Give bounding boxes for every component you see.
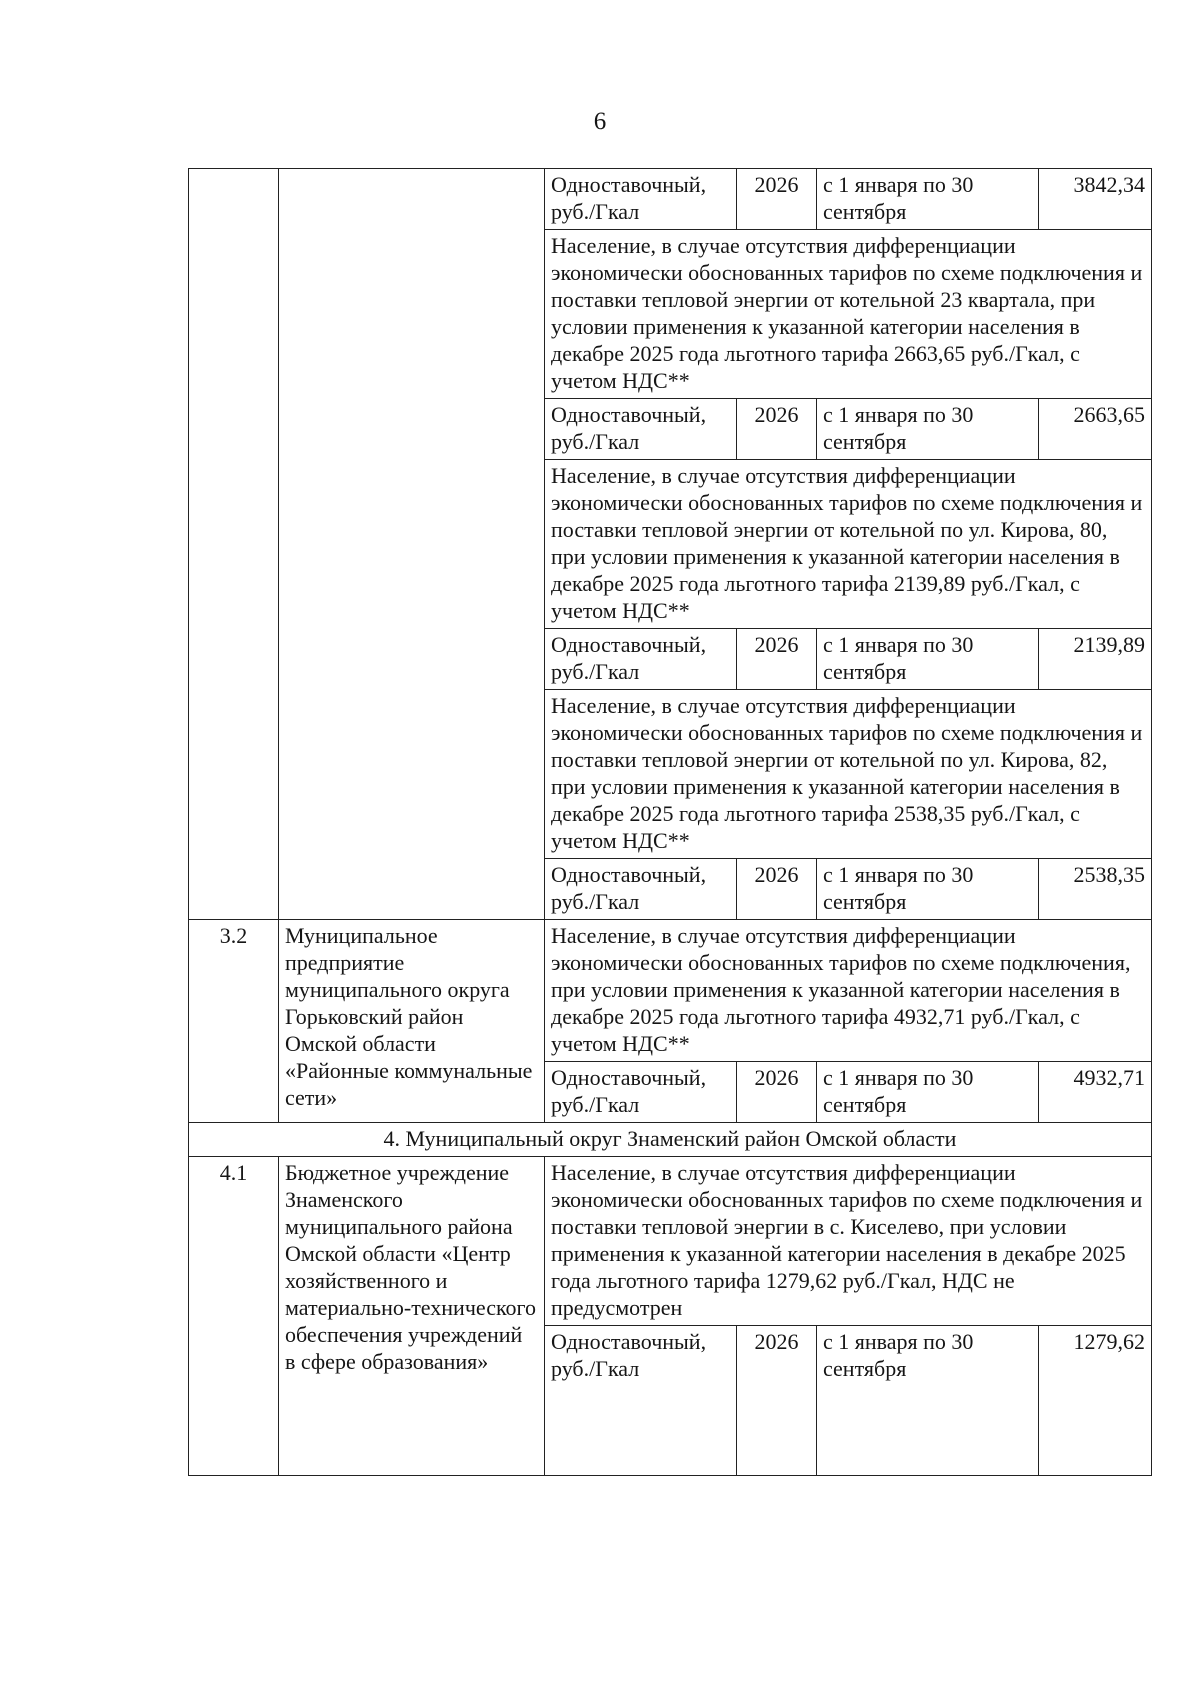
consumer-description-cell: Население, в случае отсутствия дифференциации экономически обоснованных тарифов по схеме подключения и поставки тепловой энергии от котельной по ул. Кирова, 80, при условии применения к указанной категории населения в декабре 2025 года льготного тарифа 2139,89 руб./Гкал, с учетом НДС** — [545, 460, 1152, 629]
consumer-description-cell: Население, в случае отсутствия дифференциации экономически обоснованных тарифов по схеме подключения и поставки тепловой энергии в с. Киселево, при условии применения к указанной категории населения в декабре 2025 года льготного тарифа 1279,62 руб./Гкал, НДС не предусмотрен — [545, 1157, 1152, 1326]
year-cell: 2026 — [737, 1326, 817, 1476]
period-cell: с 1 января по 30 сентября — [817, 169, 1039, 230]
tariff-value-cell: 2139,89 — [1039, 629, 1152, 690]
tariff-type-cell: Одноставочный, руб./Гкал — [545, 399, 737, 460]
table-row — [189, 1123, 1152, 1157]
period-cell: с 1 января по 30 сентября — [817, 859, 1039, 920]
period-cell: с 1 января по 30 сентября — [817, 1326, 1039, 1476]
table-row — [189, 169, 1152, 230]
consumer-description-cell: Население, в случае отсутствия дифференциации экономически обоснованных тарифов по схеме подключения и поставки тепловой энергии от котельной 23 квартала, при условии применения к указанной категории населения в декабре 2025 года льготного тарифа 2663,65 руб./Гкал, с учетом НДС** — [545, 230, 1152, 399]
year-cell: 2026 — [737, 859, 817, 920]
tariff-type-cell: Одноставочный, руб./Гкал — [545, 859, 737, 920]
table-row — [189, 1157, 1152, 1326]
table-row — [189, 920, 1152, 1062]
tariff-value-cell: 3842,34 — [1039, 169, 1152, 230]
year-cell: 2026 — [737, 629, 817, 690]
section-heading: 4. Муниципальный округ Знаменский район Омской области — [189, 1123, 1152, 1157]
period-cell: с 1 января по 30 сентября — [817, 1062, 1039, 1123]
period-cell: с 1 января по 30 сентября — [817, 629, 1039, 690]
organization-cell: Муниципальное предприятие муниципального округа Горьковский район Омской области «Районные коммунальные сети» — [279, 920, 545, 1123]
tariff-value-cell: 2538,35 — [1039, 859, 1152, 920]
consumer-description-cell: Население, в случае отсутствия дифференциации экономически обоснованных тарифов по схеме подключения, при условии применения к указанной категории населения в декабре 2025 года льготного тарифа 4932,71 руб./Гкал, с учетом НДС** — [545, 920, 1152, 1062]
entry-number-cell: 3.2 — [189, 920, 279, 1123]
page-number: 6 — [593, 108, 607, 135]
tariff-type-cell: Одноставочный, руб./Гкал — [545, 1326, 737, 1476]
number-cell-empty — [189, 169, 279, 920]
tariff-type-cell: Одноставочный, руб./Гкал — [545, 629, 737, 690]
entry-number-cell: 4.1 — [189, 1157, 279, 1476]
organization-cell: Бюджетное учреждение Знаменского муниципального района Омской области «Центр хозяйственного и материально-технического обеспечения учреждений в сфере образования» — [279, 1157, 545, 1476]
year-cell: 2026 — [737, 399, 817, 460]
tariff-value-cell: 2663,65 — [1039, 399, 1152, 460]
tariff-value-cell: 4932,71 — [1039, 1062, 1152, 1123]
tariff-value-cell: 1279,62 — [1039, 1326, 1152, 1476]
year-cell: 2026 — [737, 169, 817, 230]
period-cell: с 1 января по 30 сентября — [817, 399, 1039, 460]
tariff-type-cell: Одноставочный, руб./Гкал — [545, 1062, 737, 1123]
tariff-table — [188, 168, 1152, 1476]
tariff-type-cell: Одноставочный, руб./Гкал — [545, 169, 737, 230]
organization-cell-empty — [279, 169, 545, 920]
consumer-description-cell: Население, в случае отсутствия дифференциации экономически обоснованных тарифов по схеме подключения и поставки тепловой энергии от котельной по ул. Кирова, 82, при условии применения к указанной категории населения в декабре 2025 года льготного тарифа 2538,35 руб./Гкал, с учетом НДС** — [545, 690, 1152, 859]
year-cell: 2026 — [737, 1062, 817, 1123]
